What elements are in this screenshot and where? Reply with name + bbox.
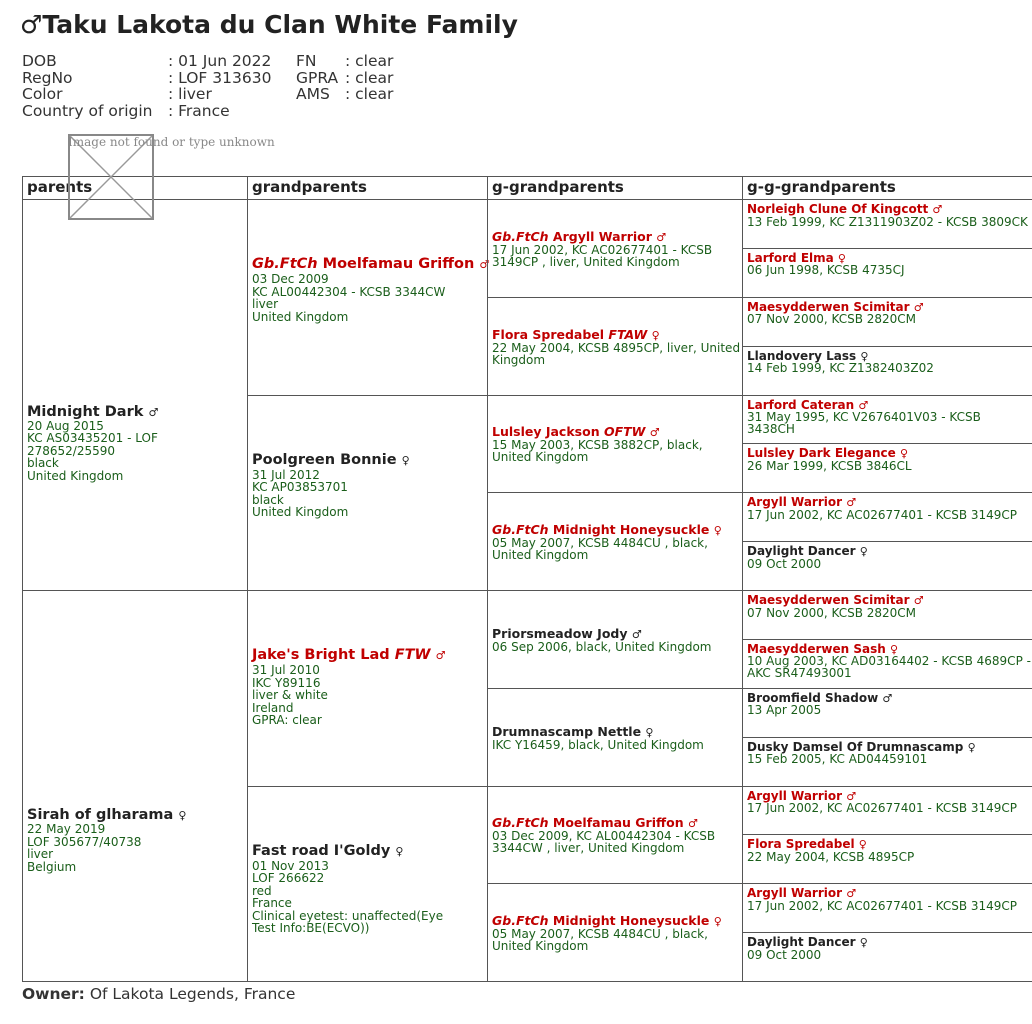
dog-name [492,626,742,641]
dog-name-text: Maesydderwen Sash [747,641,886,656]
health-values [345,53,393,103]
dog-info [492,537,742,561]
great-great-grandparent-cell[interactable] [742,883,1032,932]
male-symbol-icon: ♂ [913,594,924,607]
male-symbol-icon: ♂ [148,405,159,419]
great-grandparent-cell[interactable] [487,786,742,884]
dog-name-text: Maesydderwen Scimitar [747,593,910,607]
great-great-grandparent-cell[interactable] [742,541,1032,590]
dog-name-text: Sirah of glharama [27,807,174,823]
dog-info [747,556,1032,571]
info-line: 09 Oct 2000 [747,556,822,571]
dog-name-text: Argyll Warrior [747,495,843,510]
dog-name: Taku Lakota du Clan White Family [42,10,518,39]
dog-info [747,849,1032,864]
great-great-grandparent-cell[interactable] [742,443,1032,492]
pedigree-table [22,176,1032,982]
dog-name [492,724,742,739]
dog-info [27,823,247,873]
dog-name-text: Argyll Warrior [747,886,843,901]
regno-label: RegNo [22,68,73,87]
owner-line [22,985,295,1003]
info-line: IKC Y89116 [252,675,321,690]
female-symbol-icon: ♀ [651,328,660,342]
color-value: : liver [168,85,212,103]
info-line: liver & white [252,688,328,702]
column-header: parents [22,176,247,199]
info-line: 31 Jul 2012 [252,467,320,482]
info-line: red [252,883,272,898]
dog-name-text: Llandovery Lass [747,348,857,363]
dog-info [747,656,1032,679]
great-great-grandparent-cell[interactable] [742,395,1032,444]
dog-info [747,803,1032,815]
female-symbol-icon: ♀ [859,936,868,950]
dog-info [27,420,247,483]
dog-title: Gb.FtCh [252,256,318,272]
dog-name [492,815,742,830]
info-line: black [252,492,284,507]
great-grandparent-cell[interactable] [487,883,742,981]
male-symbol-icon: ♂ [631,627,642,641]
dog-name-text: Moelfamau Griffon [322,256,475,272]
great-grandparent-cell[interactable] [487,395,742,493]
male-symbol-icon: ♂ [435,649,446,662]
female-symbol-icon: ♀ [967,740,976,754]
info-line: 31 May 1995, KC V2676401V03 - KCSB 3438CH [747,410,981,436]
dog-info [492,244,742,268]
info-line: GPRA: clear [252,713,322,727]
dog-name-text: Daylight Dancer [747,935,856,950]
dog-name [492,424,742,439]
female-symbol-icon: ♀ [859,545,868,559]
dog-name [252,843,487,860]
dog-info [492,739,742,751]
dog-info [252,860,487,935]
column-header: g-grandparents [487,176,742,199]
info-line: 20 Aug 2015 [27,418,104,433]
dog-name [492,229,742,244]
grandparent-cell[interactable] [247,199,490,395]
dog-name-text: Larford Elma [747,250,834,265]
great-great-grandparent-cell[interactable] [742,590,1032,639]
male-symbol-icon: ♂ [687,817,698,831]
male-symbol-icon: ♂ [656,230,667,244]
dog-name [252,256,490,273]
male-symbol-icon: ♂ [649,426,660,440]
info-line: 10 Aug 2003, KC AD03164402 - KCSB 4689CP - AKC SR47493001 [747,654,1031,680]
info-line: 07 Nov 2000, KCSB 2820CM [747,605,917,620]
dog-name-text: Argyll Warrior [747,788,843,803]
dog-title: Gb.FtCh [492,522,549,538]
great-great-grandparent-cell[interactable] [742,932,1032,981]
info-line: 03 Dec 2009 [252,272,329,286]
female-symbol-icon: ♀ [899,447,909,461]
gpra-value: : clear [345,68,394,87]
great-great-grandparent-cell[interactable] [742,688,1032,737]
info-line: 22 May 2019 [27,822,106,836]
fn-label: FN [296,52,317,70]
info-line: 13 Feb 1999, KC Z1311903Z02 - KCSB 3809CK [747,214,1028,229]
info-line: 03 Dec 2009, KC AL00442304 - KCSB 3344CW , liver, United Kingdom [492,829,716,856]
info-line: Clinical eyetest: unaffected(Eye [252,908,444,923]
info-line: 05 May 2007, KCSB 4484CU , black, United Kingdom [492,927,708,954]
female-symbol-icon: ♀ [889,642,898,656]
info-line: LOF 305677/40738 [27,834,142,849]
gpra-label: GPRA [296,68,339,87]
dog-info [252,273,487,323]
dog-info [747,412,1032,435]
male-symbol-icon: ♂ [858,398,869,412]
male-symbol-icon: ♂ [846,887,857,901]
info-line: 17 Jun 2002, KC AC02677401 - KCSB 3149CP [747,507,1018,522]
dog-name [27,404,247,420]
country-label: Country of origin [22,101,153,120]
regno-value: : LOF 313630 [168,68,272,87]
great-great-grandparent-cell[interactable] [742,639,1032,688]
dog-suffix: OFTW [603,424,646,440]
dog-info [747,458,1032,473]
info-line: Test Info:BE(ECVO)) [252,921,370,935]
dog-suffix: FTW [394,647,431,663]
dog-name-text: Larford Cateran [747,397,855,412]
info-line: 06 Jun 1998, KCSB 4735CJ [747,263,905,278]
info-line: Belgium [27,859,77,874]
dog-title: Gb.FtCh [492,228,549,244]
dog-name-text: Poolgreen Bonnie [252,451,397,468]
detail-labels [22,53,153,119]
grandparent-cell[interactable] [247,590,487,786]
dog-name-text: Argyll Warrior [552,228,652,244]
dog-name-text: Flora Spredabel [492,326,605,342]
info-line: 15 Feb 2005, KC AD04459101 [747,752,928,767]
dog-name [27,807,247,823]
dog-info [747,363,1032,375]
info-line: 17 Jun 2002, KC AC02677401 - KCSB 3149CP [747,801,1018,815]
great-great-grandparent-cell[interactable] [742,346,1032,395]
dog-name-text: Drumnascamp Nettle [492,723,642,739]
info-line: 22 May 2004, KCSB 4895CP, liver, United Kingdom [492,340,741,367]
dog-title: Gb.FtCh [492,913,549,929]
great-great-grandparent-cell[interactable] [742,199,1032,248]
dog-name-text: Fast road I'Goldy [252,842,391,859]
info-line: black [27,456,59,470]
great-great-grandparent-cell[interactable] [742,834,1032,883]
info-line: France [252,896,292,910]
color-label: Color [22,85,63,103]
dog-info [747,605,1032,620]
info-line: 07 Nov 2000, KCSB 2820CM [747,312,917,327]
female-symbol-icon: ♀ [401,453,410,467]
fn-value: : clear [345,52,394,70]
dog-info [747,705,1032,717]
info-line: 15 May 2003, KCSB 3882CP, black, United Kingdom [492,438,703,465]
image-alt-text: Image not found or type unknown [68,135,275,149]
dog-info [252,469,487,519]
page-title [20,10,518,39]
info-line: 17 Jun 2002, KC AC02677401 - KCSB 3149CP [747,898,1018,913]
dog-name-text: Priorsmeadow Jody [492,625,628,641]
female-symbol-icon: ♀ [178,809,187,822]
dog-name-text: Jake's Bright Lad [252,647,390,663]
grandparent-cell[interactable] [247,395,487,591]
great-grandparent-cell[interactable] [487,297,742,395]
great-grandparent-cell[interactable] [487,688,742,786]
great-great-grandparent-cell[interactable] [742,492,1032,541]
info-line: 22 May 2004, KCSB 4895CP [747,849,915,864]
parent-cell[interactable] [22,199,247,590]
dog-name-text: Dusky Damsel Of Drumnascamp [747,739,964,754]
dog-name-text: Flora Spredabel [747,837,855,852]
dog-info [252,664,487,727]
column-header: grandparents [247,176,487,199]
info-line: 17 Jun 2002, KC AC02677401 - KCSB 3149CP , liver, United Kingdom [492,242,713,269]
dog-name-text: Midnight Honeysuckle [552,913,710,929]
country-value: : France [168,101,230,120]
dog-info [747,947,1032,962]
info-line: 14 Feb 1999, KC Z1382403Z02 [747,361,934,376]
info-line: liver [27,847,54,861]
dog-info [747,265,1032,277]
dog-info [747,314,1032,326]
male-symbol-icon: ♂ [20,10,43,39]
detail-values [168,53,271,119]
male-symbol-icon: ♂ [913,300,924,314]
ams-value: : clear [345,85,394,103]
dog-info [747,754,1032,766]
info-line: LOF 266622 [252,871,325,885]
dog-name [492,327,742,342]
dog-name-text: Broomfield Shadow [747,690,879,705]
dog-name-text: Midnight Honeysuckle [552,522,710,538]
male-symbol-icon: ♂ [932,203,943,216]
info-line: IKC Y16459, black, United Kingdom [492,737,704,752]
male-symbol-icon: ♂ [882,691,893,705]
great-great-grandparent-cell[interactable] [742,248,1032,297]
dog-info [747,214,1032,229]
male-symbol-icon: ♂ [479,258,490,271]
dog-title: Gb.FtCh [492,815,549,831]
grandparent-cell[interactable] [247,786,487,982]
info-line: United Kingdom [252,309,349,324]
great-grandparent-cell[interactable] [487,590,742,688]
dob-label: DOB [22,52,57,70]
info-line: Ireland [252,700,294,715]
info-line: 05 May 2007, KCSB 4484CU , black, United Kingdom [492,536,708,563]
male-symbol-icon: ♂ [846,496,857,510]
female-symbol-icon: ♀ [837,251,846,265]
female-symbol-icon: ♀ [860,349,869,363]
health-labels [296,53,338,103]
great-grandparent-cell[interactable] [487,492,742,590]
owner-value: Of Lakota Legends, France [89,985,296,1003]
ams-label: AMS [296,85,330,103]
female-symbol-icon: ♀ [645,725,654,739]
dog-info [492,830,742,854]
dob-value: : 01 Jun 2022 [168,52,272,70]
info-line: 09 Oct 2000 [747,947,822,962]
info-line: 26 Mar 1999, KCSB 3846CL [747,458,912,473]
dog-name-text: Norleigh Clune Of Kingcott [747,202,929,216]
dog-info [492,439,742,463]
dog-name-text: Daylight Dancer [747,544,856,559]
parent-cell[interactable] [22,590,247,981]
dog-name-text: Maesydderwen Scimitar [747,299,910,314]
dog-name [492,522,742,537]
dog-name-text: Moelfamau Griffon [552,815,684,831]
pedigree-bottom-border [22,981,1032,982]
female-symbol-icon: ♀ [713,915,722,929]
dog-info [492,641,742,653]
male-symbol-icon: ♂ [846,789,857,803]
dog-info [747,507,1032,522]
dog-name-text: Midnight Dark [27,403,144,420]
info-line: 31 Jul 2010 [252,663,320,677]
info-line: United Kingdom [252,505,349,519]
female-symbol-icon: ♀ [858,838,867,852]
dog-info [492,928,742,952]
column-header: g-g-grandparents [742,176,1032,199]
info-line: KC AS03435201 - LOF [27,431,158,445]
female-symbol-icon: ♀ [713,524,722,538]
info-line: 06 Sep 2006, black, United Kingdom [492,639,712,654]
great-great-grandparent-cell[interactable] [742,297,1032,346]
dog-info [492,342,742,366]
dog-name-text: Lulsley Dark Elegance [747,446,896,461]
dog-name [252,452,487,469]
info-line: 13 Apr 2005 [747,703,822,718]
dog-suffix: FTAW [608,326,648,342]
info-line: United Kingdom [27,468,124,483]
dog-info [747,898,1032,913]
info-line: 278652/25590 [27,443,116,458]
dog-name-text: Lulsley Jackson [492,424,600,440]
female-symbol-icon: ♀ [395,844,404,858]
owner-label: Owner: [22,985,85,1003]
info-line: 01 Nov 2013 [252,858,329,873]
dog-name [252,647,487,664]
info-line: KC AP03853701 [252,480,348,494]
great-grandparent-cell[interactable] [487,199,742,297]
great-great-grandparent-cell[interactable] [742,737,1032,786]
dog-name [492,913,742,928]
info-line: KC AL00442304 - KCSB 3344CW [252,284,446,299]
great-great-grandparent-cell[interactable] [742,786,1032,835]
info-line: liver [252,297,279,311]
